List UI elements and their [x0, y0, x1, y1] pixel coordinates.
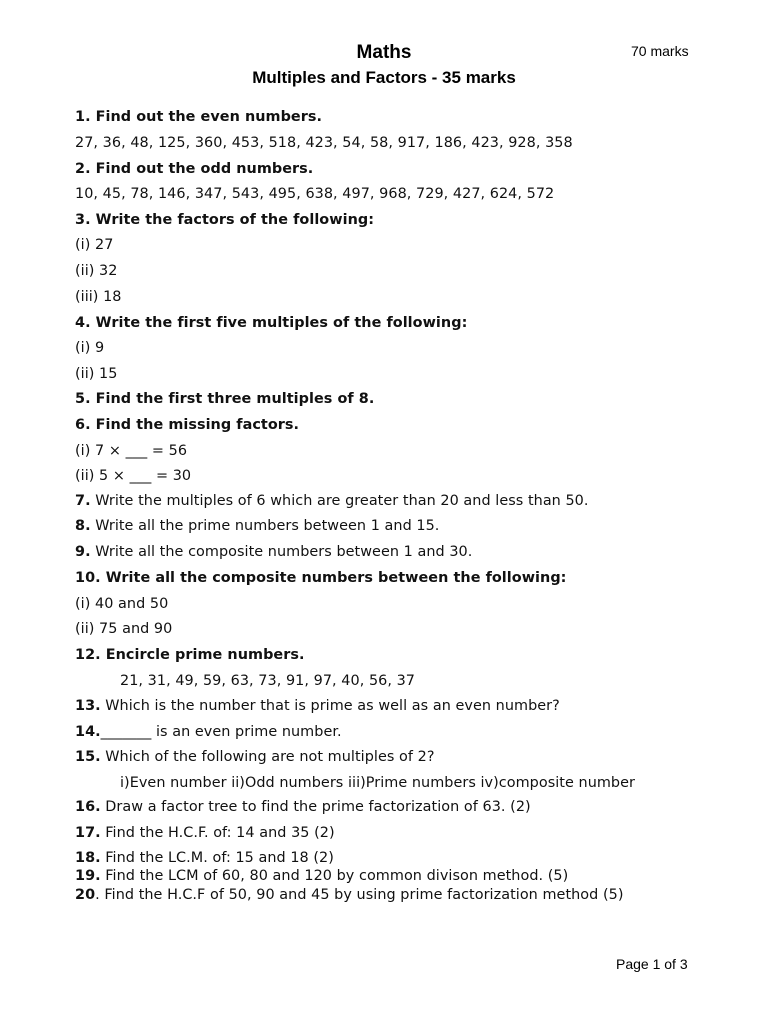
question-text: _______ is an even prime number.: [100, 724, 342, 740]
question-number: 5.: [75, 391, 91, 407]
question-number: 1.: [75, 109, 91, 125]
question-text: Which of the following are not multiples of 2?: [100, 749, 435, 765]
question-text: Write the multiples of 6 which are greater than 20 and less than 50.: [90, 493, 589, 509]
question-number: 13.: [75, 698, 101, 714]
question-line: [75, 211, 374, 229]
question-text: Find the LC.M. of: 15 and 18 (2): [100, 850, 334, 866]
question-line: [75, 314, 467, 332]
question-line: [75, 160, 313, 178]
question-text: (ii) 32: [75, 263, 118, 279]
question-text: Find the missing factors.: [90, 417, 300, 433]
question-number: 9.: [75, 544, 91, 560]
question-line: [75, 646, 305, 664]
question-number: 8.: [75, 518, 91, 534]
page-subtitle: Multiples and Factors - 35 marks: [252, 68, 516, 87]
question-text: Write all the composite numbers between 1 and 30.: [90, 544, 473, 560]
question-detail-line: [75, 134, 573, 152]
question-line: [75, 517, 439, 535]
question-line: [75, 108, 322, 126]
question-line: [75, 849, 334, 867]
question-text: (ii) 75 and 90: [75, 621, 173, 637]
question-text: (iii) 18: [75, 289, 122, 305]
question-text: i)Even number ii)Odd numbers iii)Prime numbers iv)composite number: [120, 775, 635, 791]
question-detail-line: [75, 620, 172, 638]
question-number: 3.: [75, 212, 91, 228]
question-text: Find out the even numbers.: [90, 109, 323, 125]
question-line: [75, 569, 567, 587]
question-text: Find the LCM of 60, 80 and 120 by common divison method. (5): [100, 868, 569, 884]
question-detail-line: [75, 339, 104, 357]
question-text: (ii) 5 × ___ = 30: [75, 468, 192, 484]
question-number: 12.: [75, 647, 101, 663]
question-text: (i) 7 × ___ = 56: [75, 443, 188, 459]
question-text: 27, 36, 48, 125, 360, 453, 518, 423, 54, 58, 917, 186, 423, 928, 358: [75, 135, 573, 151]
question-text: (i) 27: [75, 237, 114, 253]
question-number: 18.: [75, 850, 101, 866]
question-number: 20: [75, 887, 96, 903]
question-detail-line: [75, 365, 117, 383]
question-text: Draw a factor tree to find the prime factorization of 63. (2): [100, 799, 531, 815]
question-line: [75, 748, 435, 766]
page-number: Page 1 of 3: [616, 956, 688, 972]
question-detail-line: [75, 288, 122, 306]
question-detail-line: [75, 262, 117, 280]
question-detail-line: [120, 774, 635, 792]
question-line: [75, 867, 568, 885]
question-line: [75, 798, 531, 816]
question-number: 16.: [75, 799, 101, 815]
question-number: 17.: [75, 825, 101, 841]
question-text: Encircle prime numbers.: [100, 647, 305, 663]
question-line: [75, 390, 374, 408]
question-line: [75, 492, 589, 510]
question-text: (i) 9: [75, 340, 105, 356]
question-text: Find the H.C.F. of: 14 and 35 (2): [100, 825, 335, 841]
question-detail-line: [75, 467, 191, 485]
question-text: . Find the H.C.F of 50, 90 and 45 by using prime factorization method (5): [95, 887, 624, 903]
question-number: 4.: [75, 315, 91, 331]
question-detail-line: [75, 595, 168, 613]
question-line: [75, 697, 560, 715]
question-text: Write all the prime numbers between 1 and 15.: [90, 518, 440, 534]
question-number: 10.: [75, 570, 101, 586]
question-text: Write all the composite numbers between the following:: [100, 570, 567, 586]
question-number: 15.: [75, 749, 101, 765]
total-marks: 70 marks: [631, 43, 689, 59]
question-text: 10, 45, 78, 146, 347, 543, 495, 638, 497, 968, 729, 427, 624, 572: [75, 186, 555, 202]
question-text: Write the factors of the following:: [90, 212, 375, 228]
question-number: 19.: [75, 868, 101, 884]
question-text: Write the first five multiples of the following:: [90, 315, 468, 331]
question-detail-line: [75, 236, 113, 254]
question-line: [75, 886, 624, 904]
question-text: Which is the number that is prime as well as an even number?: [100, 698, 560, 714]
question-number: 14.: [75, 724, 101, 740]
question-number: 6.: [75, 417, 91, 433]
question-text: (ii) 15: [75, 366, 118, 382]
question-line: [75, 723, 342, 741]
question-text: 21, 31, 49, 59, 63, 73, 91, 97, 40, 56, 37: [120, 673, 416, 689]
question-detail-line: [120, 672, 415, 690]
question-detail-line: [75, 185, 554, 203]
question-text: Find out the odd numbers.: [90, 161, 314, 177]
question-text: Find the first three multiples of 8.: [90, 391, 375, 407]
page-title: Maths: [356, 42, 412, 63]
question-line: [75, 543, 472, 561]
question-line: [75, 416, 299, 434]
question-line: [75, 824, 335, 842]
question-number: 2.: [75, 161, 91, 177]
question-text: (i) 40 and 50: [75, 596, 169, 612]
question-detail-line: [75, 442, 187, 460]
question-number: 7.: [75, 493, 91, 509]
